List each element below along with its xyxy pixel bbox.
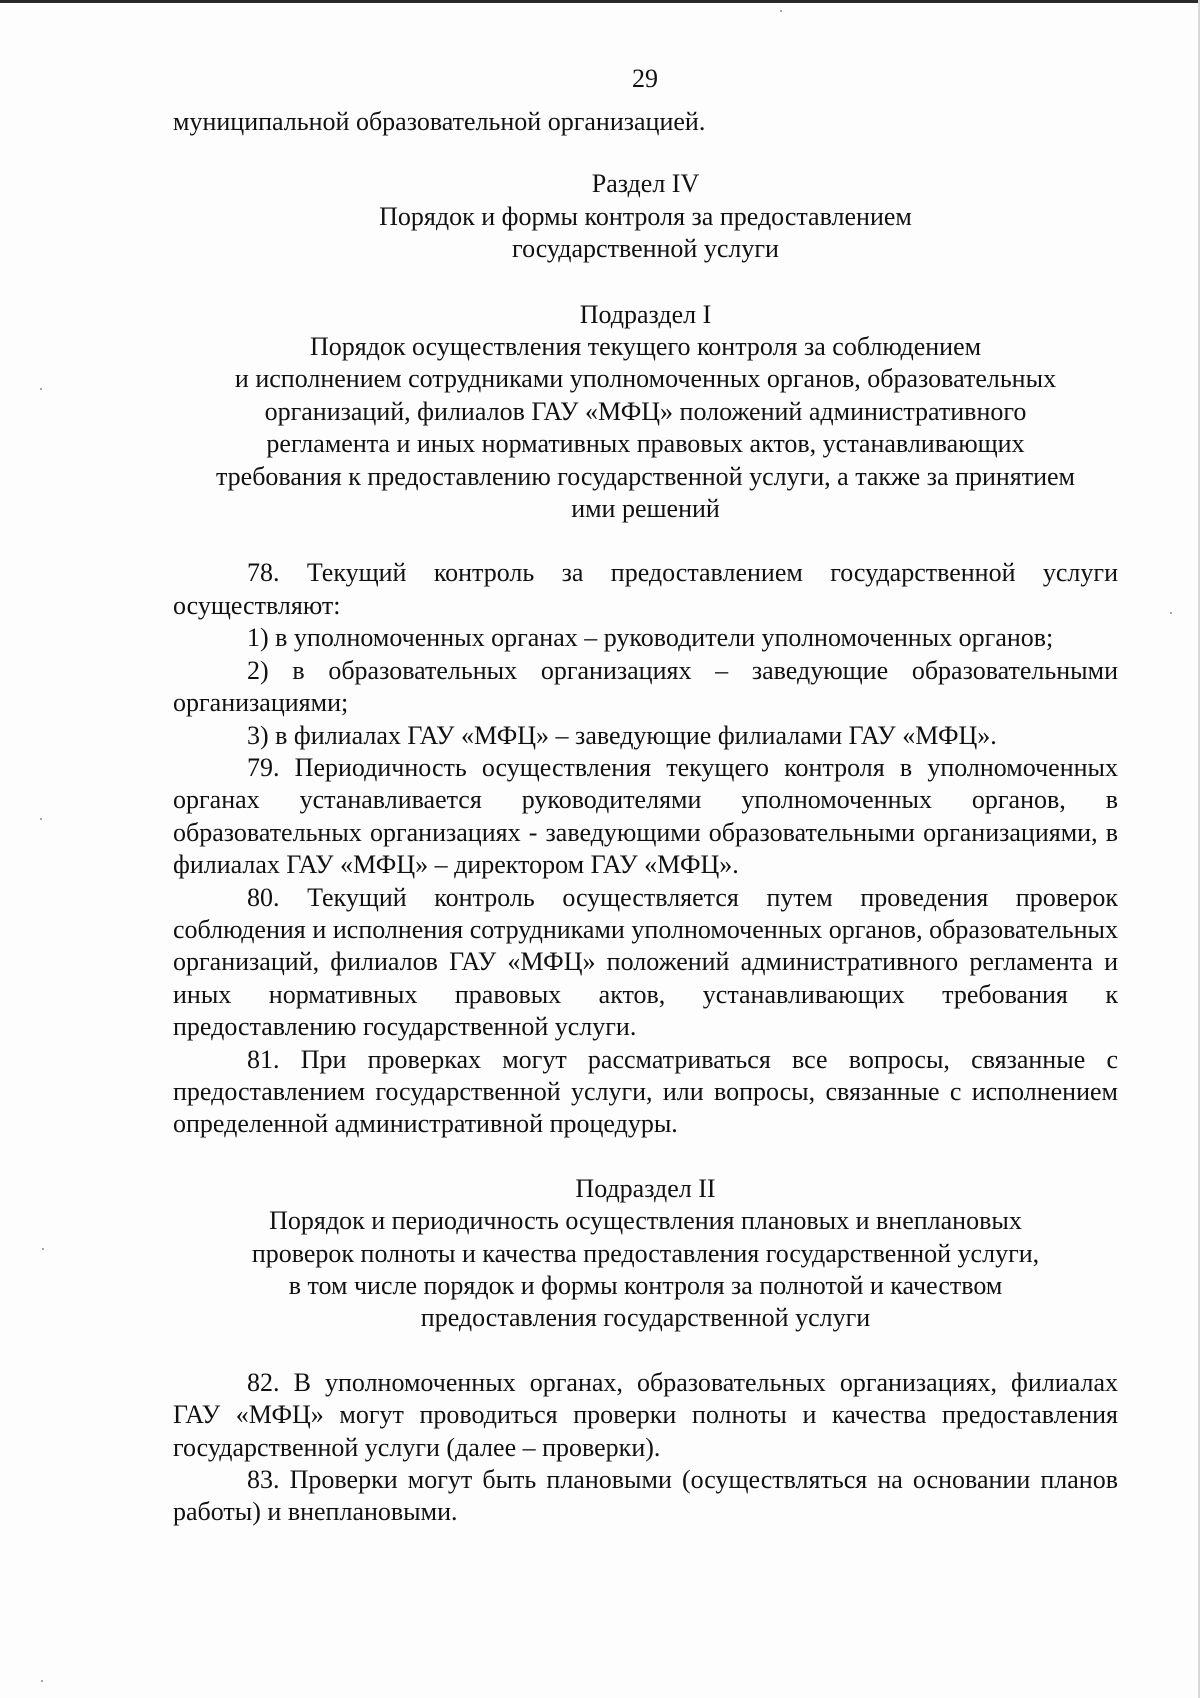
subsection-title-line: требования к предоставлению государственной услуги, а также за принятием — [215, 461, 1075, 491]
scan-speck — [1170, 612, 1172, 614]
subsection-title-line: Порядок осуществления текущего контроля за соблюдением — [309, 332, 982, 362]
section-heading — [173, 168, 1118, 265]
subsection-1-body — [173, 557, 1118, 1140]
section-title-line: Порядок и формы контроля за предоставлением — [379, 201, 912, 231]
continuation-line: муниципальной образовательной организацией. — [173, 107, 706, 136]
paragraph-80: 80. Текущий контроль осуществляется путем проведения проверок соблюдения и исполнения сотрудниками уполномоченных органов, образовательных организаций, филиалов ГАУ «МФЦ» положений административного регламента и иных нормативных правовых актов, устанавливающих требования к предоставлению государственной услуги. — [173, 882, 1118, 1042]
subsection-1-heading — [173, 299, 1118, 526]
scan-speck — [780, 10, 782, 12]
scan-speck — [40, 388, 42, 390]
list-item-2: 2) в образовательных организациях – заведующие образовательными организациями; — [173, 655, 1118, 718]
subsection-title-line: регламента и иных нормативных правовых актов, устанавливающих — [266, 429, 1025, 459]
top-border-line — [0, 0, 1200, 3]
section-title-line: государственной услуги — [512, 234, 779, 264]
scan-speck — [42, 1248, 44, 1250]
list-item-3: 3) в филиалах ГАУ «МФЦ» – заведующие филиалами ГАУ «МФЦ». — [247, 720, 997, 750]
subsection-2-body — [173, 1367, 1118, 1529]
page-number: 29 — [632, 64, 658, 93]
subsection-title-line: ими решений — [571, 494, 720, 524]
document-body — [173, 106, 1118, 1529]
subsection-title-line: и исполнением сотрудниками уполномоченных органов, образовательных — [234, 364, 1057, 394]
subsection-2-heading — [173, 1173, 1118, 1335]
subsection-label: Подраздел I — [579, 299, 712, 329]
paragraph-79: 79. Периодичность осуществления текущего контроля в уполномоченных органах устанавливается руководителями уполномоченных органов, в образовательных организациях - заведующими образовательными организациями, в филиалах ГАУ «МФЦ» – директором ГАУ «МФЦ». — [173, 752, 1118, 880]
subsection-title-line: предоставления государственной услуги — [420, 1303, 871, 1333]
scan-speck — [41, 1680, 43, 1682]
list-item-1: 1) в уполномоченных органах – руководители уполномоченных органов; — [247, 623, 1054, 653]
paragraph-82: 82. В уполномоченных органах, образовательных организациях, филиалах ГАУ «МФЦ» могут проводиться проверки полноты и качества предоставления государственной услуги (далее – проверки). — [173, 1367, 1118, 1462]
section-label: Раздел IV — [591, 169, 700, 199]
paragraph-81: 81. При проверках могут рассматриваться все вопросы, связанные с предоставлением государственной услуги, или вопросы, связанные с исполнением определенной административной процедуры. — [173, 1044, 1118, 1139]
subsection-title-line: Порядок и периодичность осуществления плановых и внеплановых — [269, 1206, 1022, 1236]
subsection-title-line: организаций, филиалов ГАУ «МФЦ» положений административного — [264, 396, 1027, 426]
paragraph-83: 83. Проверки могут быть плановыми (осуществляться на основании планов работы) и внеплановыми. — [173, 1465, 1118, 1527]
subsection-title-line: проверок полноты и качества предоставления государственной услуги, — [251, 1238, 1040, 1268]
subsection-label: Подраздел II — [575, 1173, 716, 1203]
subsection-title-line: в том числе порядок и формы контроля за полнотой и качеством — [288, 1271, 1003, 1300]
paragraph-78: 78. Текущий контроль за предоставлением государственной услуги осуществляют: — [173, 558, 1118, 620]
scan-speck — [40, 818, 42, 820]
